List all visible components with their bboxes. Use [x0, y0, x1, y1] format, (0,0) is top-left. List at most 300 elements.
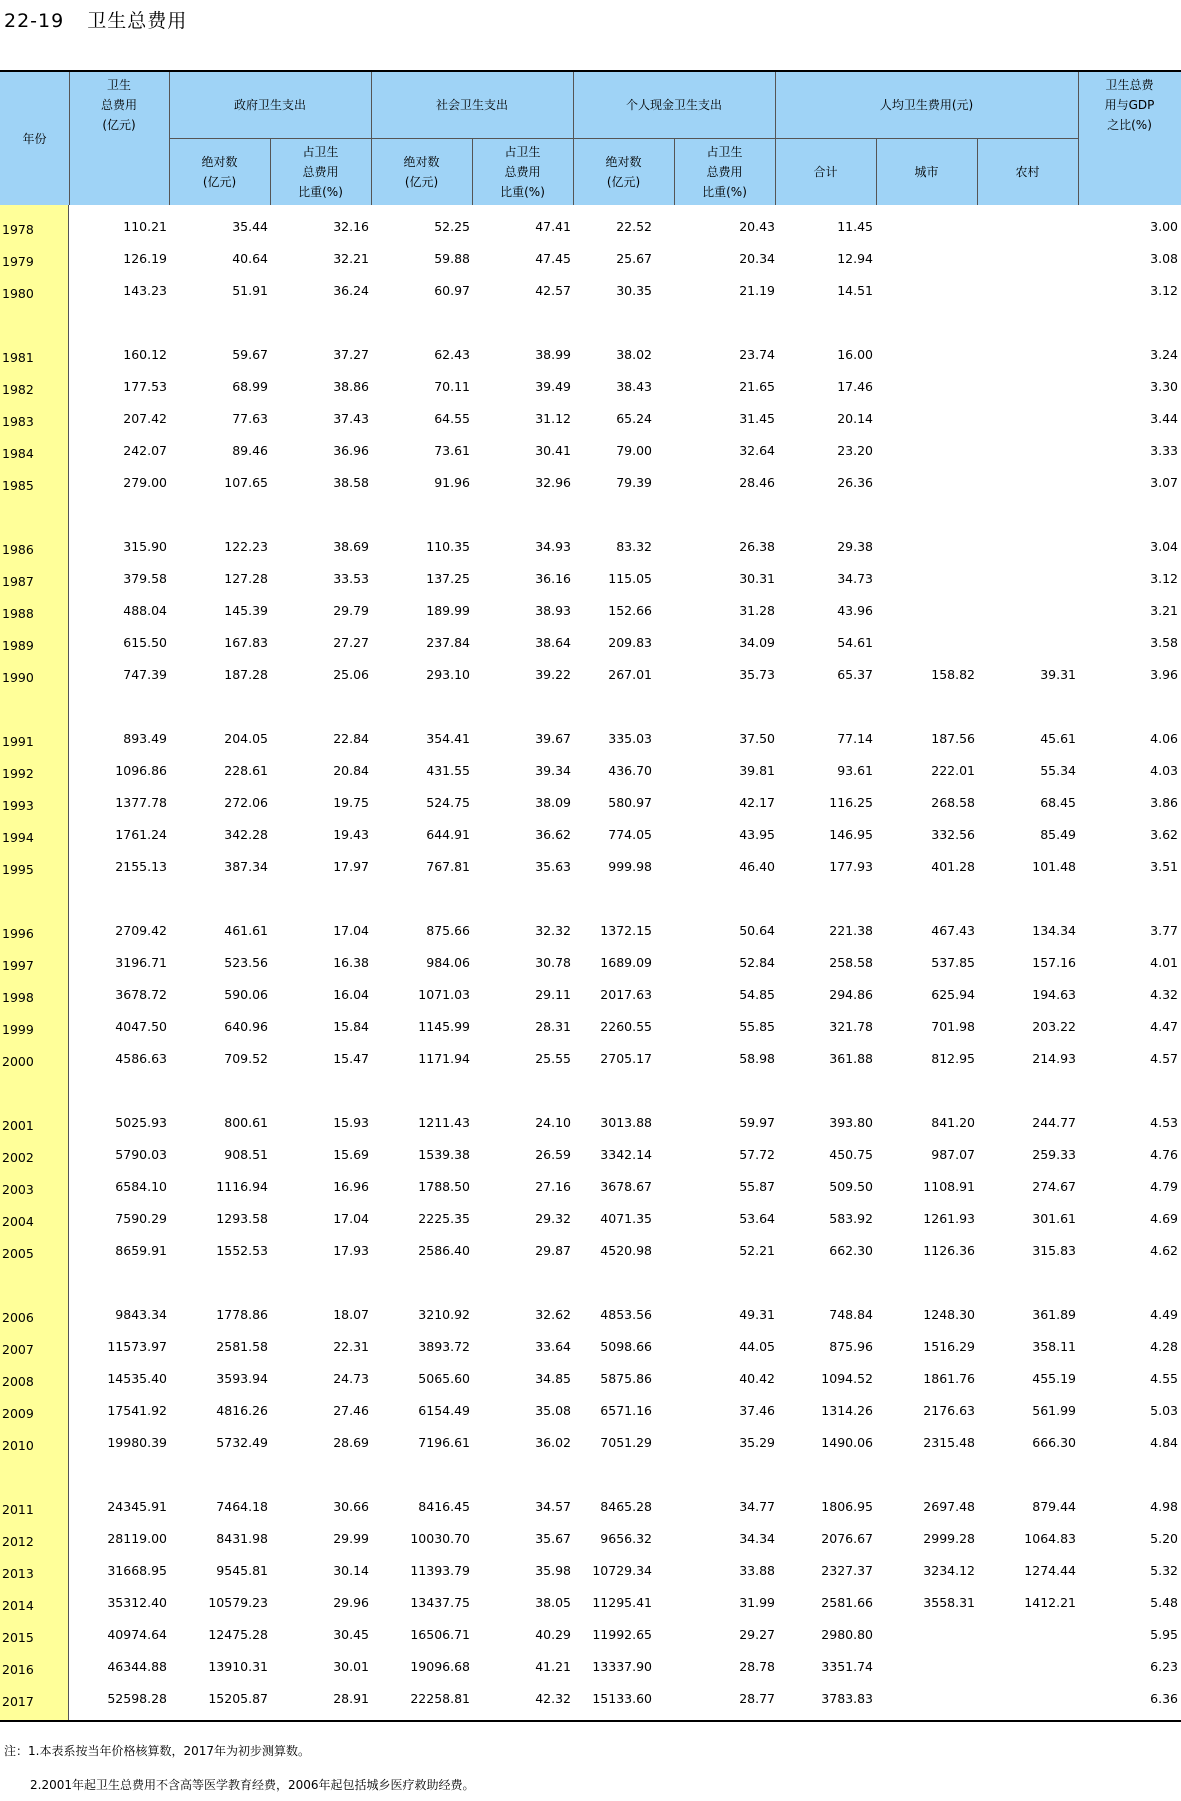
- row-cell: 2980.80: [821, 1627, 873, 1642]
- row-cell: 20.84: [333, 763, 369, 778]
- row-cell: 774.05: [608, 827, 652, 842]
- row-cell: 35312.40: [107, 1595, 167, 1610]
- row-cell: 10030.70: [410, 1531, 470, 1546]
- row-cell: 893.49: [123, 731, 167, 746]
- table-row: [0, 979, 1181, 1011]
- row-cell: 2709.42: [115, 923, 167, 938]
- row-cell: [875, 531, 975, 563]
- row-cell: [976, 531, 1076, 563]
- row-year: 1981: [2, 350, 34, 365]
- row-cell: 3.08: [1150, 251, 1178, 266]
- row-cell: 875.96: [829, 1339, 873, 1354]
- row-year: 2014: [2, 1598, 34, 1613]
- row-cell: 27.16: [535, 1179, 571, 1194]
- row-cell: 33.53: [333, 571, 369, 586]
- row-cell: 65.24: [616, 411, 652, 426]
- row-cell: [875, 595, 975, 627]
- row-year: 2016: [2, 1662, 34, 1677]
- row-cell: 85.49: [1040, 827, 1076, 842]
- row-cell: 2581.66: [821, 1595, 873, 1610]
- row-cell: 3.62: [1150, 827, 1178, 842]
- row-cell: [875, 339, 975, 371]
- row-cell: 79.00: [616, 443, 652, 458]
- row-cell: 315.90: [123, 539, 167, 554]
- row-cell: 5.48: [1150, 1595, 1178, 1610]
- row-cell: 15.69: [333, 1147, 369, 1162]
- row-cell: 242.07: [123, 443, 167, 458]
- row-cell: 1788.50: [418, 1179, 470, 1194]
- row-cell: 29.79: [333, 603, 369, 618]
- row-cell: 2225.35: [418, 1211, 470, 1226]
- row-cell: 3678.67: [600, 1179, 652, 1194]
- row-cell: 77.14: [837, 731, 873, 746]
- row-cell: 4.76: [1150, 1147, 1178, 1162]
- row-cell: [875, 1619, 975, 1651]
- row-cell: 662.30: [829, 1243, 873, 1258]
- row-cell: 34.77: [739, 1499, 775, 1514]
- row-cell: 21.65: [739, 379, 775, 394]
- row-cell: [976, 211, 1076, 243]
- row-year: 1985: [2, 478, 34, 493]
- row-cell: 60.97: [434, 283, 470, 298]
- row-cell: 6.23: [1150, 1659, 1178, 1674]
- row-year: 1978: [2, 222, 34, 237]
- row-cell: 42.17: [739, 795, 775, 810]
- table-row: [0, 275, 1181, 307]
- row-cell: 2697.48: [923, 1499, 975, 1514]
- row-cell: 258.58: [829, 955, 873, 970]
- row-cell: 34.09: [739, 635, 775, 650]
- row-cell: 36.24: [333, 283, 369, 298]
- row-cell: 55.34: [1040, 763, 1076, 778]
- row-cell: 11393.79: [410, 1563, 470, 1578]
- row-cell: 23.74: [739, 347, 775, 362]
- row-cell: 4071.35: [600, 1211, 652, 1226]
- row-cell: 38.93: [535, 603, 571, 618]
- row-cell: 38.43: [616, 379, 652, 394]
- row-cell: 393.80: [829, 1115, 873, 1130]
- row-cell: 321.78: [829, 1019, 873, 1034]
- row-cell: 22.84: [333, 731, 369, 746]
- row-cell: 34.93: [535, 539, 571, 554]
- row-cell: 4.49: [1150, 1307, 1178, 1322]
- row-cell: 9843.34: [115, 1307, 167, 1322]
- table-row: [0, 1235, 1181, 1267]
- subheader-urban: 城市: [914, 164, 939, 179]
- row-cell: 20.34: [739, 251, 775, 266]
- row-cell: 14535.40: [107, 1371, 167, 1386]
- row-cell: 3893.72: [418, 1339, 470, 1354]
- row-cell: 29.27: [739, 1627, 775, 1642]
- row-cell: 52.25: [434, 219, 470, 234]
- row-cell: 177.93: [829, 859, 873, 874]
- table-row: [0, 1683, 1181, 1715]
- row-cell: 22258.81: [410, 1691, 470, 1706]
- row-cell: 17541.92: [107, 1403, 167, 1418]
- row-cell: 30.31: [739, 571, 775, 586]
- row-cell: 52.21: [739, 1243, 775, 1258]
- row-year: 2012: [2, 1534, 34, 1549]
- header-gdp: 卫生总费 用与GDP 之比(%): [1104, 78, 1155, 132]
- row-cell: 39.67: [535, 731, 571, 746]
- table-row: [0, 1587, 1181, 1619]
- row-cell: 332.56: [931, 827, 975, 842]
- subheader-rural: 农村: [1015, 164, 1040, 179]
- row-cell: 1861.76: [923, 1371, 975, 1386]
- row-cell: 644.91: [426, 827, 470, 842]
- row-year: 1995: [2, 862, 34, 877]
- row-cell: [976, 275, 1076, 307]
- row-cell: 1108.91: [923, 1179, 975, 1194]
- row-cell: 158.82: [931, 667, 975, 682]
- row-cell: 1274.44: [1024, 1563, 1076, 1578]
- row-cell: 70.11: [434, 379, 470, 394]
- row-cell: 110.35: [426, 539, 470, 554]
- row-cell: 160.12: [123, 347, 167, 362]
- row-cell: 4853.56: [600, 1307, 652, 1322]
- row-cell: 35.73: [739, 667, 775, 682]
- row-cell: 194.63: [1032, 987, 1076, 1002]
- row-cell: 4.32: [1150, 987, 1178, 1002]
- row-cell: 361.89: [1032, 1307, 1076, 1322]
- row-cell: 583.92: [829, 1211, 873, 1226]
- table-row: [0, 1619, 1181, 1651]
- row-cell: 358.11: [1032, 1339, 1076, 1354]
- row-cell: 455.19: [1032, 1371, 1076, 1386]
- row-cell: 2586.40: [418, 1243, 470, 1258]
- row-cell: 59.97: [739, 1115, 775, 1130]
- row-cell: 15205.87: [208, 1691, 268, 1706]
- row-cell: 431.55: [426, 763, 470, 778]
- row-cell: 27.46: [333, 1403, 369, 1418]
- row-cell: 143.23: [123, 283, 167, 298]
- row-cell: 1372.15: [600, 923, 652, 938]
- row-cell: 461.61: [224, 923, 268, 938]
- row-cell: 4.28: [1150, 1339, 1178, 1354]
- row-cell: 40.64: [232, 251, 268, 266]
- row-cell: 24.10: [535, 1115, 571, 1130]
- row-cell: 54.85: [739, 987, 775, 1002]
- row-cell: 32.21: [333, 251, 369, 266]
- row-cell: [976, 339, 1076, 371]
- row-cell: 38.58: [333, 475, 369, 490]
- row-cell: 1552.53: [216, 1243, 268, 1258]
- row-year: 2010: [2, 1438, 34, 1453]
- row-year: 1979: [2, 254, 34, 269]
- row-cell: 3342.14: [600, 1147, 652, 1162]
- row-cell: 812.95: [931, 1051, 975, 1066]
- row-cell: 294.86: [829, 987, 873, 1002]
- row-cell: 38.86: [333, 379, 369, 394]
- row-cell: 38.64: [535, 635, 571, 650]
- row-cell: 39.81: [739, 763, 775, 778]
- row-cell: 50.64: [739, 923, 775, 938]
- row-cell: 2155.13: [115, 859, 167, 874]
- row-cell: 29.32: [535, 1211, 571, 1226]
- row-cell: 35.44: [232, 219, 268, 234]
- row-cell: 1116.94: [216, 1179, 268, 1194]
- row-cell: 55.87: [739, 1179, 775, 1194]
- row-cell: 24345.91: [107, 1499, 167, 1514]
- row-cell: 40.42: [739, 1371, 775, 1386]
- table-row: [0, 435, 1181, 467]
- row-cell: 40974.64: [107, 1627, 167, 1642]
- row-cell: 987.07: [931, 1147, 975, 1162]
- row-year: 1999: [2, 1022, 34, 1037]
- row-cell: 6584.10: [115, 1179, 167, 1194]
- row-cell: 467.43: [931, 923, 975, 938]
- row-cell: 13910.31: [208, 1659, 268, 1674]
- row-cell: 379.58: [123, 571, 167, 586]
- row-cell: 32.96: [535, 475, 571, 490]
- row-cell: 1145.99: [418, 1019, 470, 1034]
- row-cell: 16506.71: [410, 1627, 470, 1642]
- row-cell: 2176.63: [923, 1403, 975, 1418]
- table-row: [0, 1427, 1181, 1459]
- row-cell: 8659.91: [115, 1243, 167, 1258]
- row-cell: [875, 211, 975, 243]
- row-cell: 2999.28: [923, 1531, 975, 1546]
- row-cell: 4.79: [1150, 1179, 1178, 1194]
- row-cell: 11573.97: [107, 1339, 167, 1354]
- row-cell: 10579.23: [208, 1595, 268, 1610]
- row-cell: [875, 435, 975, 467]
- row-cell: 5875.86: [600, 1371, 652, 1386]
- row-cell: 62.43: [434, 347, 470, 362]
- row-cell: 116.25: [829, 795, 873, 810]
- row-cell: 15.47: [333, 1051, 369, 1066]
- row-cell: 12.94: [837, 251, 873, 266]
- table-row: [0, 1523, 1181, 1555]
- table-row: [0, 1395, 1181, 1427]
- table-row: [0, 755, 1181, 787]
- row-year: 2015: [2, 1630, 34, 1645]
- row-cell: 16.00: [837, 347, 873, 362]
- table-row: [0, 1011, 1181, 1043]
- header-gov: 政府卫生支出: [233, 98, 306, 112]
- row-cell: 401.28: [931, 859, 975, 874]
- row-cell: 1293.58: [216, 1211, 268, 1226]
- row-cell: 38.09: [535, 795, 571, 810]
- table-row: [0, 1555, 1181, 1587]
- row-cell: 293.10: [426, 667, 470, 682]
- row-cell: 28.78: [739, 1659, 775, 1674]
- row-cell: 748.84: [829, 1307, 873, 1322]
- row-cell: 18.07: [333, 1307, 369, 1322]
- row-cell: 5025.93: [115, 1115, 167, 1130]
- row-cell: 8465.28: [600, 1499, 652, 1514]
- row-cell: [875, 243, 975, 275]
- row-cell: 79.39: [616, 475, 652, 490]
- row-cell: 2076.67: [821, 1531, 873, 1546]
- row-cell: 747.39: [123, 667, 167, 682]
- row-cell: 1412.21: [1024, 1595, 1076, 1610]
- row-cell: 3.12: [1150, 571, 1178, 586]
- row-year: 1997: [2, 958, 34, 973]
- row-cell: 20.14: [837, 411, 873, 426]
- row-cell: 30.01: [333, 1659, 369, 1674]
- row-cell: 3.44: [1150, 411, 1178, 426]
- table-title: 卫生总费用: [87, 10, 188, 32]
- row-cell: [875, 1651, 975, 1683]
- subheader-gov-share: 占卫生 总费用 比重(%): [298, 144, 343, 199]
- row-cell: 7464.18: [216, 1499, 268, 1514]
- row-year: 2013: [2, 1566, 34, 1581]
- row-cell: 5790.03: [115, 1147, 167, 1162]
- table-row: [0, 947, 1181, 979]
- row-cell: 55.85: [739, 1019, 775, 1034]
- row-cell: 17.04: [333, 923, 369, 938]
- row-cell: 47.45: [535, 251, 571, 266]
- row-cell: 20.43: [739, 219, 775, 234]
- row-cell: [875, 275, 975, 307]
- row-cell: 35.08: [535, 1403, 571, 1418]
- row-cell: [875, 403, 975, 435]
- table-row: [0, 467, 1181, 499]
- row-cell: [875, 1683, 975, 1715]
- table-row: [0, 371, 1181, 403]
- row-cell: 38.69: [333, 539, 369, 554]
- row-cell: [976, 435, 1076, 467]
- row-cell: 875.66: [426, 923, 470, 938]
- row-cell: [976, 467, 1076, 499]
- row-cell: 6.36: [1150, 1691, 1178, 1706]
- row-cell: 5732.49: [216, 1435, 268, 1450]
- row-cell: 152.66: [608, 603, 652, 618]
- table-row: [0, 819, 1181, 851]
- row-cell: 204.05: [224, 731, 268, 746]
- note-2: 2.2001年起卫生总费用不含高等医学教育经费，2006年起包括城乡医疗救助经费。: [30, 1778, 475, 1792]
- row-year: 1984: [2, 446, 34, 461]
- row-cell: 3.77: [1150, 923, 1178, 938]
- table-bottom-rule: [0, 1720, 1181, 1722]
- row-cell: 984.06: [426, 955, 470, 970]
- row-cell: 58.98: [739, 1051, 775, 1066]
- table-row: [0, 1171, 1181, 1203]
- subheader-soc-abs: 绝对数 (亿元): [403, 154, 440, 189]
- row-cell: [875, 627, 975, 659]
- row-cell: 91.96: [434, 475, 470, 490]
- row-cell: 30.45: [333, 1627, 369, 1642]
- row-cell: 32.16: [333, 219, 369, 234]
- subheader-pers-share: 占卫生 总费用 比重(%): [702, 144, 747, 199]
- row-cell: 35.63: [535, 859, 571, 874]
- row-cell: 35.29: [739, 1435, 775, 1450]
- subheader-soc-share: 占卫生 总费用 比重(%): [500, 144, 545, 199]
- row-cell: 40.29: [535, 1627, 571, 1642]
- row-cell: 3.51: [1150, 859, 1178, 874]
- row-cell: 301.61: [1032, 1211, 1076, 1226]
- table-row: [0, 1331, 1181, 1363]
- row-cell: 39.22: [535, 667, 571, 682]
- row-cell: 2327.37: [821, 1563, 873, 1578]
- row-cell: 93.61: [837, 763, 873, 778]
- row-year: 2000: [2, 1054, 34, 1069]
- row-cell: [875, 467, 975, 499]
- row-cell: 268.58: [931, 795, 975, 810]
- row-year: 1980: [2, 286, 34, 301]
- row-cell: 24.73: [333, 1371, 369, 1386]
- subheader-sum: 合计: [813, 164, 838, 179]
- row-cell: 33.64: [535, 1339, 571, 1354]
- row-cell: 4.57: [1150, 1051, 1178, 1066]
- row-cell: 187.28: [224, 667, 268, 682]
- row-cell: 3013.88: [600, 1115, 652, 1130]
- row-cell: 25.67: [616, 251, 652, 266]
- row-cell: 11992.65: [592, 1627, 652, 1642]
- row-cell: 49.31: [739, 1307, 775, 1322]
- row-cell: 2315.48: [923, 1435, 975, 1450]
- row-cell: 42.32: [535, 1691, 571, 1706]
- row-cell: 126.19: [123, 251, 167, 266]
- row-cell: 879.44: [1032, 1499, 1076, 1514]
- row-cell: 1096.86: [115, 763, 167, 778]
- row-cell: 3351.74: [821, 1659, 873, 1674]
- row-cell: 68.99: [232, 379, 268, 394]
- row-cell: 17.04: [333, 1211, 369, 1226]
- table-row: [0, 851, 1181, 883]
- row-cell: 1248.30: [923, 1307, 975, 1322]
- row-cell: [976, 1619, 1076, 1651]
- row-cell: 37.43: [333, 411, 369, 426]
- row-cell: 21.19: [739, 283, 775, 298]
- row-cell: 25.55: [535, 1051, 571, 1066]
- row-cell: 3196.71: [115, 955, 167, 970]
- row-cell: 157.16: [1032, 955, 1076, 970]
- row-cell: 2017.63: [600, 987, 652, 1002]
- row-cell: 450.75: [829, 1147, 873, 1162]
- row-cell: 4.98: [1150, 1499, 1178, 1514]
- row-cell: 1778.86: [216, 1307, 268, 1322]
- row-cell: 4520.98: [600, 1243, 652, 1258]
- row-cell: 1094.52: [821, 1371, 873, 1386]
- row-cell: [976, 371, 1076, 403]
- row-cell: 27.27: [333, 635, 369, 650]
- row-cell: 4816.26: [216, 1403, 268, 1418]
- row-cell: 107.65: [224, 475, 268, 490]
- table-row: [0, 403, 1181, 435]
- row-year: 1993: [2, 798, 34, 813]
- row-cell: 1261.93: [923, 1211, 975, 1226]
- row-cell: 5.32: [1150, 1563, 1178, 1578]
- row-cell: 6154.49: [418, 1403, 470, 1418]
- row-cell: 28.46: [739, 475, 775, 490]
- row-cell: 488.04: [123, 603, 167, 618]
- row-cell: 28.69: [333, 1435, 369, 1450]
- row-cell: 9545.81: [216, 1563, 268, 1578]
- row-cell: 207.42: [123, 411, 167, 426]
- header-year: 年份: [22, 131, 47, 146]
- row-cell: 3783.83: [821, 1691, 873, 1706]
- row-cell: 7196.61: [418, 1435, 470, 1450]
- row-cell: 701.98: [931, 1019, 975, 1034]
- row-cell: 35.98: [535, 1563, 571, 1578]
- row-cell: 31.28: [739, 603, 775, 618]
- row-cell: 30.66: [333, 1499, 369, 1514]
- row-cell: 272.06: [224, 795, 268, 810]
- row-cell: [875, 563, 975, 595]
- table-row: [0, 243, 1181, 275]
- row-cell: 580.97: [608, 795, 652, 810]
- row-cell: 1064.83: [1024, 1531, 1076, 1546]
- row-cell: 28.77: [739, 1691, 775, 1706]
- row-cell: 44.05: [739, 1339, 775, 1354]
- row-cell: 3.86: [1150, 795, 1178, 810]
- row-cell: [976, 1651, 1076, 1683]
- row-cell: 122.23: [224, 539, 268, 554]
- row-cell: 342.28: [224, 827, 268, 842]
- row-cell: 361.88: [829, 1051, 873, 1066]
